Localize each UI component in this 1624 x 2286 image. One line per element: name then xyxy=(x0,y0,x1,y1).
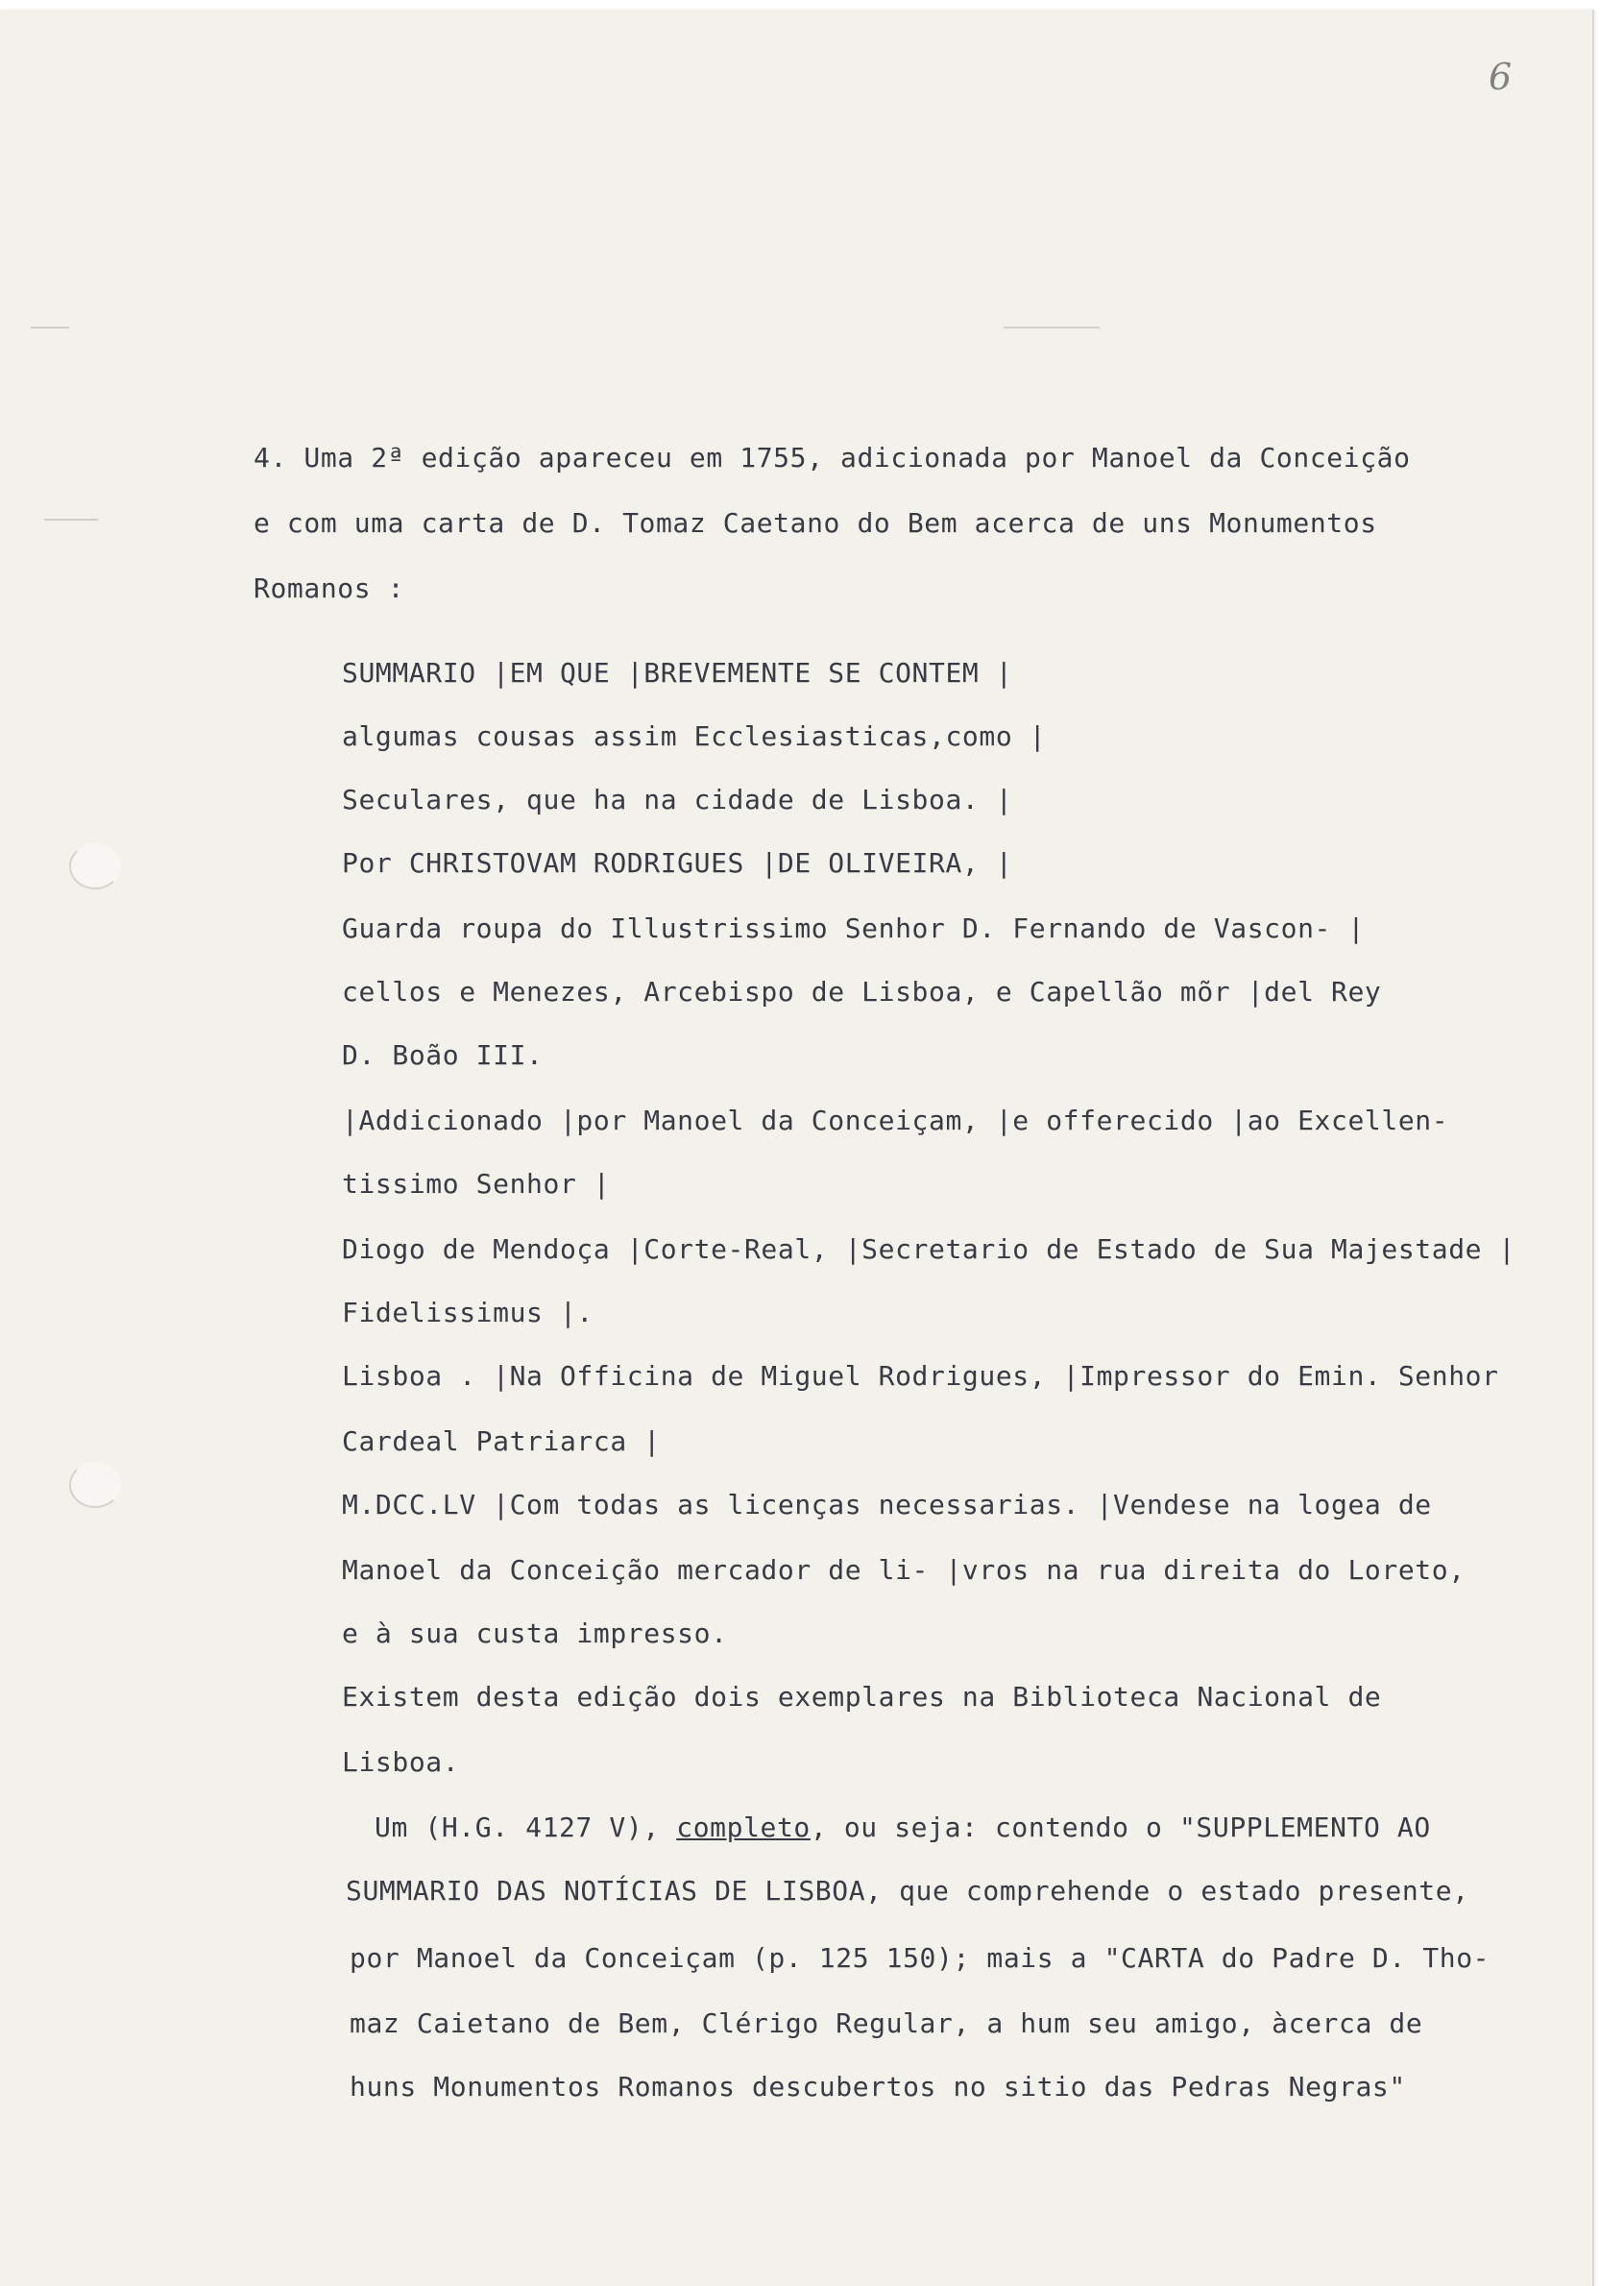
body-text-line: Romanos : xyxy=(254,572,405,604)
citation-line: e à sua custa impresso. xyxy=(342,1617,728,1649)
citation-line: Seculares, que ha na cidade de Lisboa. | xyxy=(342,784,1013,815)
citation-line: D. Boão III. xyxy=(342,1039,544,1071)
citation-line: Manoel da Conceição mercador de li- |vros na rua direita do Loreto, xyxy=(342,1554,1466,1586)
body-text-line: SUMMARIO DAS NOTÍCIAS DE LISBOA, que comprehende o estado presente, xyxy=(346,1875,1469,1907)
body-text-line: maz Caietano de Bem, Clérigo Regular, a hum seu amigo, àcerca de xyxy=(350,2007,1423,2039)
body-text-line: e com uma carta de D. Tomaz Caetano do Bem acerca de uns Monumentos xyxy=(254,507,1377,539)
body-text-line: Lisboa. xyxy=(342,1746,460,1778)
citation-line: algumas cousas assim Ecclesiasticas,como | xyxy=(342,720,1047,752)
citation-line: cellos e Menezes, Arcebispo de Lisboa, e Capellão mõr |del Rey xyxy=(342,976,1382,1008)
text-segment: , ou seja: contendo o "SUPPLEMENTO AO xyxy=(810,1812,1431,1843)
page-number: 6 xyxy=(1489,56,1513,98)
citation-line: Diogo de Mendoça |Corte-Real, |Secretario de Estado de Sua Majestade | xyxy=(342,1233,1516,1265)
paper-mark xyxy=(31,327,69,328)
punch-hole xyxy=(69,843,121,889)
body-text-line: por Manoel da Conceiçam (p. 125 150); mais a "CARTA do Padre D. Tho- xyxy=(350,1942,1491,1974)
paper-mark xyxy=(1004,327,1100,328)
citation-line: Lisboa . |Na Officina de Miguel Rodrigues, |Impressor do Emin. Senhor xyxy=(342,1360,1499,1392)
citation-line: |Addicionado |por Manoel da Conceiçam, |e offerecido |ao Excellen- xyxy=(342,1105,1449,1136)
text-segment: Um (H.G. 4127 V), xyxy=(375,1812,677,1843)
body-text-line: 4. Uma 2ª edição apareceu em 1755, adicionada por Manoel da Conceição xyxy=(254,442,1411,474)
citation-line: Cardeal Patriarca | xyxy=(342,1425,661,1457)
citation-line: SUMMARIO |EM QUE |BREVEMENTE SE CONTEM | xyxy=(342,657,1013,689)
body-text-line xyxy=(375,1812,1431,1843)
body-text-line: huns Monumentos Romanos descubertos no sitio das Pedras Negras" xyxy=(350,2071,1406,2103)
citation-line: tissimo Senhor | xyxy=(342,1168,611,1200)
citation-line: Por CHRISTOVAM RODRIGUES |DE OLIVEIRA, | xyxy=(342,847,1013,879)
paper-mark xyxy=(44,519,98,521)
punch-hole xyxy=(69,1462,121,1508)
citation-line: M.DCC.LV |Com todas as licenças necessarias. |Vendese na logea de xyxy=(342,1489,1432,1520)
underlined-word: completo xyxy=(676,1812,811,1843)
document-page xyxy=(0,10,1594,2286)
citation-line: Guarda roupa do Illustrissimo Senhor D. Fernando de Vascon- | xyxy=(342,912,1365,944)
citation-line: Fidelissimus |. xyxy=(342,1297,594,1328)
body-text-line: Existem desta edição dois exemplares na Biblioteca Nacional de xyxy=(342,1681,1382,1713)
